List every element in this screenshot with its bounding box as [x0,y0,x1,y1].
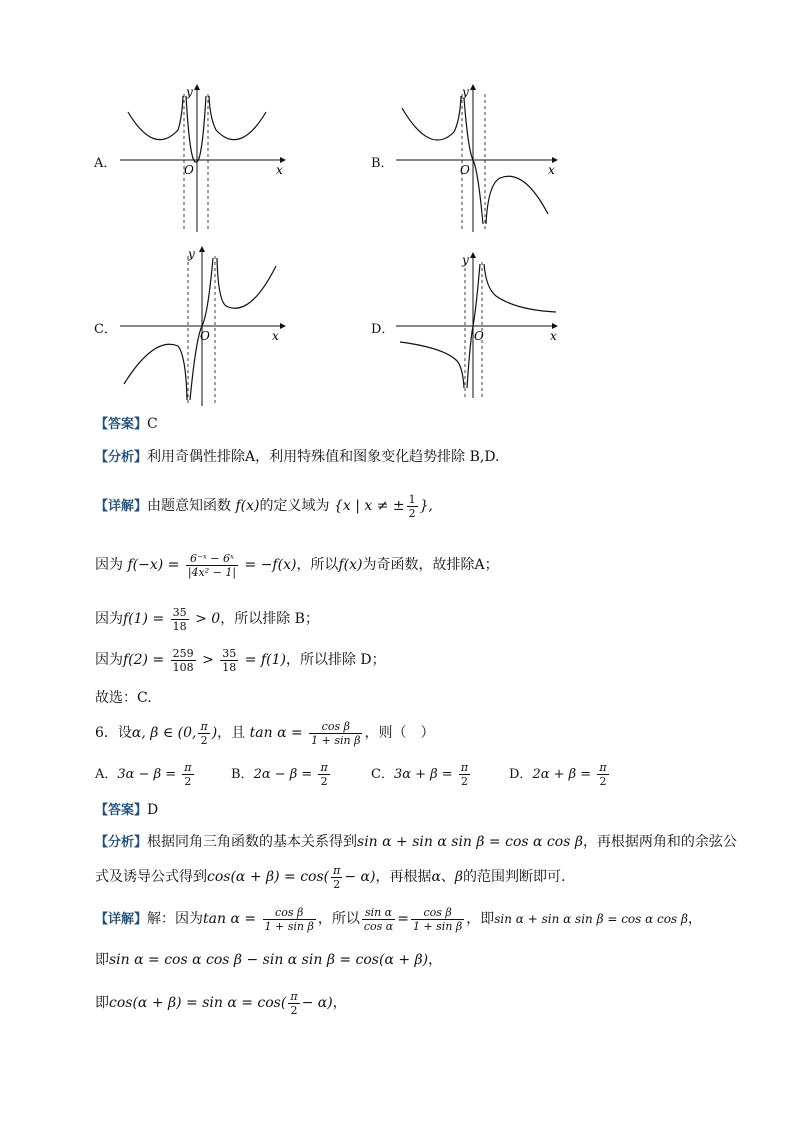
text: ，所以排除 D； [285,652,386,668]
math: sin α = cos α cos β − sin α sin β = cos(α + β) [109,952,429,968]
den: 2 [333,877,341,891]
fraction [309,720,362,747]
fraction [407,493,418,520]
num: π [290,989,298,1003]
num: 1 [408,492,416,506]
q5-detail-line-4 [95,645,386,675]
q6-analysis-line-2 [95,862,565,892]
den: |4x² − 1| [187,565,237,579]
text: 因为 [95,611,123,627]
math: − α) [301,995,333,1011]
q6-answer-line [95,800,158,821]
math: f(x) [338,557,363,573]
option-d[interactable] [509,760,611,790]
num: 259 [172,646,194,660]
math: f(2) = [123,652,165,668]
fraction [362,906,395,933]
text: 解：因为 [147,911,204,927]
math: α [431,869,441,885]
fraction [331,864,342,891]
num: cos β [309,720,362,734]
graph-d [396,252,566,406]
detail-tag: 【详解】 [95,499,148,514]
y-label: y [462,253,469,267]
den: 18 [172,619,187,633]
answer-tag: 【答案】 [95,803,148,818]
den: cos α [363,919,394,933]
fraction [220,647,238,674]
math: {x | x ≠ ± [333,498,405,514]
option-c[interactable] [371,760,472,790]
answer-value: C [147,416,158,432]
den: 2 [599,775,607,788]
origin-label: O [460,163,470,177]
fraction [459,761,470,788]
math: (0, [177,725,197,741]
answer-value: D [147,802,159,818]
num: π [333,863,341,877]
option-d-label: D． [371,322,395,337]
num: π [320,761,328,774]
text: ， [332,995,347,1011]
num: 35 [222,646,237,660]
math: f(1) = [123,611,165,627]
math: }, [419,498,433,514]
num: π [200,719,208,733]
text: ，所以 [317,911,360,927]
graph-a [120,84,290,238]
option-c-label: C． [94,322,117,337]
detail-tag: 【详解】 [95,912,148,927]
fraction [263,906,316,933]
curve-right [486,176,548,224]
curve-left [400,342,464,388]
origin-label: O [184,163,194,177]
y-label: y [186,85,193,99]
fraction [182,761,193,788]
q5-detail-line-3 [95,604,319,634]
curve-right [484,264,556,312]
x-axis-arrow-icon [280,323,286,329]
q5-detail-line-2 [95,550,499,580]
expr: 2α + β = [532,767,592,782]
math: = f(1) [244,652,286,668]
math: f(x) [235,498,260,514]
text: 式及诱导公式得到 [95,869,207,885]
x-label: x [550,329,557,343]
fraction [171,606,189,633]
expr: 3α + β = [393,767,453,782]
math: cos(α + β) = cos( [207,869,330,885]
num: cos β [263,906,316,920]
den: 2 [408,506,416,520]
option-a-label: A． [94,156,117,171]
text: ， [428,952,443,968]
q6-detail-line-2 [95,950,442,970]
y-axis-arrow-icon [199,246,205,252]
origin-label: O [474,329,484,343]
q5-answer-line [95,414,158,435]
text: 、 [440,869,455,885]
label: A． [95,767,118,782]
math: − α) [344,869,376,885]
fraction [171,647,196,674]
label: D． [509,767,533,782]
math: tan α = [249,725,303,741]
fraction [198,720,209,747]
q5-analysis-line [95,447,500,468]
den: 1 + sin β [412,919,463,933]
option-b[interactable] [231,760,332,790]
option-a[interactable] [95,760,196,790]
graph-b [396,84,566,238]
origin-label: O [200,329,210,343]
fraction [411,906,464,933]
text: 由题意知函数 [147,498,232,514]
den: 2 [320,775,328,788]
expr: 2α − β = [253,767,313,782]
text: ，所以排除 B； [220,611,319,627]
text: ，即 [466,911,495,927]
expr: 3α − β = [117,767,177,782]
den: 2 [460,775,468,788]
math: > [202,652,214,668]
num: sin α [362,906,395,920]
y-label: y [462,85,469,99]
x-label: x [548,163,555,177]
fraction [318,761,329,788]
label: C． [371,767,394,782]
text: 即 [95,995,109,1011]
graph-c [120,246,290,414]
curve-middle [186,96,206,162]
fraction [597,761,608,788]
text: 因为 [95,557,123,573]
text: ，再根据 [375,869,432,885]
text: 即 [95,952,109,968]
math: sin α + sin α sin β = cos α cos β [357,834,583,850]
q6-detail-line-3 [95,988,347,1018]
text: ，则（ ） [364,725,435,741]
curve-right [217,258,276,308]
fraction [288,990,299,1017]
q5-detail-line-1 [95,492,433,521]
text: 为奇函数，故排除A； [362,557,499,573]
math: f(−x) = [127,557,180,573]
y-label: y [188,247,195,261]
curve-left [124,344,187,400]
x-label: x [272,329,279,343]
analysis-tag: 【分析】 [95,450,148,465]
den: 2 [200,733,208,747]
x-label: x [276,163,283,177]
math: sin α + sin α sin β = cos α cos β [494,912,688,926]
num: cos β [411,906,464,920]
text: ，所以 [296,557,339,573]
num: π [599,761,607,774]
text: ， [687,911,702,927]
math: α, β ∈ [131,725,174,741]
text: ，再根据两角和的余弦公 [582,834,737,850]
label: B． [231,767,254,782]
text: 6．设 [95,725,132,741]
text: 的定义域为 [259,498,330,514]
math: tan α = [203,911,257,927]
den: 1 + sin β [264,919,314,933]
den: 2 [184,775,192,788]
den: 108 [172,660,194,674]
q6-detail-line-1 [95,904,702,935]
y-axis-arrow-icon [194,84,200,90]
math: = [397,911,409,927]
den: 18 [222,660,237,674]
q5-conclusion: 故选：C. [95,690,152,706]
y-axis-arrow-icon [470,252,476,258]
num: 35 [172,605,187,619]
math: cos(α + β) = sin α = cos( [109,995,287,1011]
den: 1 + sin β [311,733,361,747]
num: π [184,761,192,774]
option-b-label: B． [371,156,394,171]
q6-stem [95,718,434,748]
answer-tag: 【答案】 [95,417,148,432]
math: > 0 [195,611,221,627]
math: = −f(x) [244,557,297,573]
den: 2 [290,1003,298,1017]
q6-analysis-line-1 [95,830,737,855]
math: ) [211,725,218,741]
fraction [186,552,238,579]
math: β [454,869,464,885]
y-axis-arrow-icon [470,84,476,90]
num: π [460,761,469,774]
num: 6⁻ˣ − 6ˣ [186,552,238,566]
text: ，且 [217,725,246,741]
analysis-tag: 【分析】 [95,835,148,850]
curve-right [209,96,266,140]
text: 的范围判断即可. [463,869,566,885]
text: 根据同角三角函数的基本关系得到 [147,834,358,850]
text: 因为 [95,652,123,668]
curve-left [402,96,461,140]
curve-left [128,96,183,140]
analysis-text: 利用奇偶性排除A，利用特殊值和图象变化趋势排除 B,D. [147,449,500,465]
